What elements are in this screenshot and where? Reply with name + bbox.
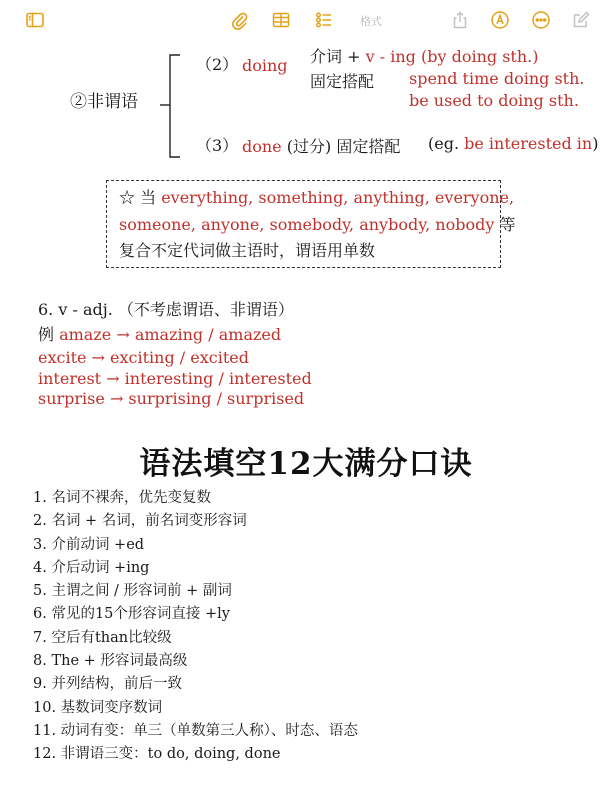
item3-text: done (过分) 固定搭配 (242, 137, 401, 156)
section6-example-1: 例 amaze → amazing / amazed (38, 325, 282, 344)
note-line-2: someone, anyone, somebody, anybody, nobody 等 (119, 215, 516, 234)
checklist-icon[interactable] (313, 10, 335, 30)
list-item: 7. 空后有than比较级 (33, 629, 172, 646)
section6-example-3: interest → interesting / interested (38, 369, 312, 388)
markup-pen-icon[interactable] (489, 10, 511, 30)
section6-example-4: surprise → surprising / surprised (38, 389, 305, 408)
item3-number: （3） (196, 136, 239, 155)
share-icon[interactable] (449, 10, 471, 30)
paperclip-icon[interactable] (228, 10, 250, 30)
sidebar-toggle-icon[interactable] (24, 10, 46, 30)
page-title: 语法填空12大满分口诀 (139, 446, 473, 482)
list-item: 6. 常见的15个形容词直接 +ly (33, 606, 230, 623)
list-item: 11. 动词有变：单三（单数第三人称）、时态、语态 (33, 722, 358, 739)
item2-rule1: 介词 + v - ing (by doing sth.) (310, 47, 539, 66)
list-item: 12. 非谓语三变：to do, doing, done (33, 746, 281, 763)
list-item: 8. The + 形容词最高级 (33, 653, 188, 670)
item3-example: (eg. be interested in) (428, 134, 599, 153)
list-item: 5. 主谓之间 / 形容词前 + 副词 (33, 583, 232, 600)
list-item: 10. 基数词变序数词 (33, 699, 163, 716)
note-box (106, 180, 516, 268)
note-line-1: ☆ 当 everything, something, anything, everyone, (119, 188, 515, 207)
list-item: 1. 名词不裸奔，优先变复数 (33, 490, 211, 506)
section6-heading: 6. v - adj. （不考虑谓语、非谓语） (38, 300, 294, 319)
nonpredicate-label: ②非谓语 (70, 92, 138, 112)
section6-example-2: excite → exciting / excited (38, 348, 249, 367)
item2-fixed-example-1: spend time doing sth. (409, 69, 585, 88)
item2-fixed-label: 固定搭配 (310, 72, 375, 91)
list-item: 4. 介后动词 +ing (33, 559, 150, 576)
brace-bracket (158, 54, 182, 158)
item2-number: （2） (196, 55, 239, 74)
table-icon[interactable] (270, 10, 292, 30)
format-button[interactable]: 格式 (360, 15, 382, 28)
compose-icon[interactable] (570, 10, 592, 30)
item2-fixed-example-2: be used to doing sth. (409, 91, 579, 110)
note-line-3: 复合不定代词做主语时，谓语用单数 (119, 241, 376, 260)
list-item: 2. 名词 + 名词，前名词变形容词 (33, 513, 247, 530)
list-item: 3. 介前动词 +ed (33, 536, 145, 553)
rules-list (33, 487, 358, 767)
list-item: 9. 并列结构，前后一致 (33, 676, 182, 693)
item2-form: doing (242, 56, 288, 75)
toolbar (0, 0, 612, 40)
more-options-icon[interactable] (530, 10, 552, 30)
